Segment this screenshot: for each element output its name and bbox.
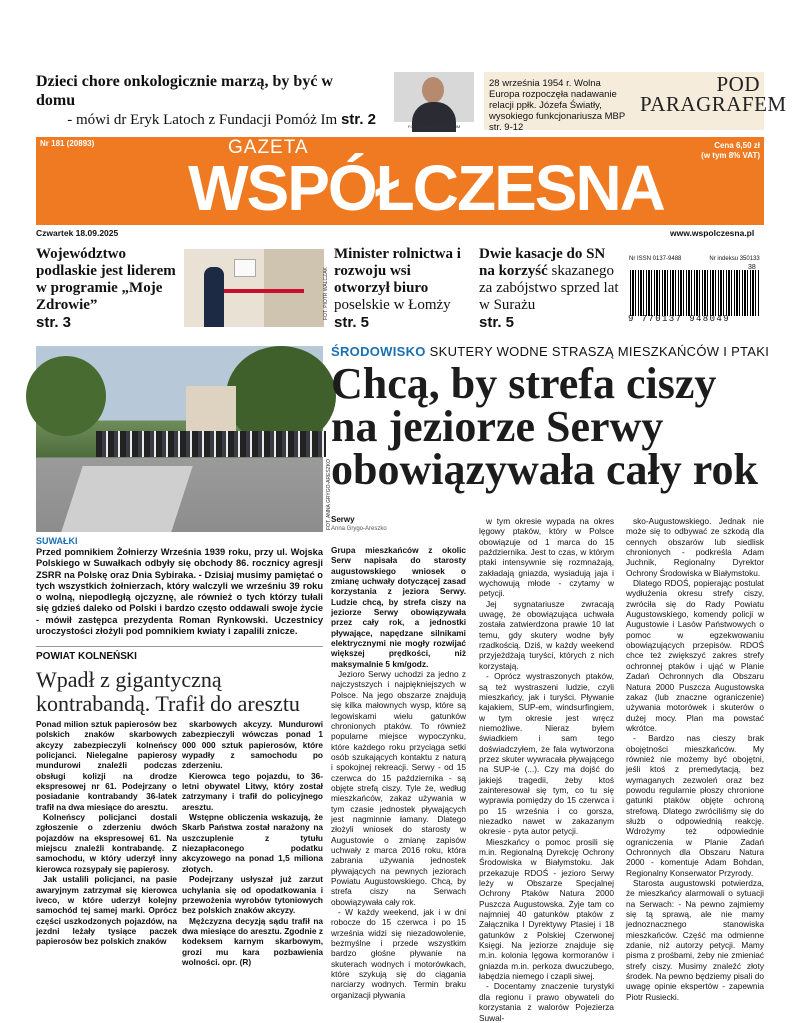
top-teaser-sub: - mówi dr Eryk Latoch z Fundacji Pomóż Im str. 2	[67, 111, 376, 128]
top-teaser-page: str. 2	[340, 111, 376, 128]
teaser-kasacje[interactable]: Dwie kasacje do SN na korzyść skazanego za zabójstwo sprzed lat w Surażu str. 5	[479, 246, 619, 331]
teaser-moje-zdrowie[interactable]: Województwo podlaskie jest liderem w programie „Moje Zdrowie” str. 3	[36, 246, 176, 331]
pod-paragrafem-pages: str. 9-12	[489, 122, 524, 133]
barcode-labels: Nr ISSN 0137-9488 Nr indeksu 350133	[629, 256, 760, 262]
lead-column-1: Grupa mieszkańców z okolic Serw napisała do starosty augustowskiego wniosek o zmianę uchwały dotyczącej zasad korzystania z jeziora Serwy. Ludzie chcą, by strefa ciszy na jeziorze Serwy obowiązywała przez cały rok, a jednostki pływające, napędzane silnikami elektrycznymi nie mogły rozwijać większej prędkości, niż maksymalnie 5 km/godz. Jezioro Serwy uchodzi za jedno z najczystszych i najpiękniejszych w Polsce. Na jego obszarze znajdują się kilka małownych wysp, które są legowiskami wielu gatunków chronionych ptaków. To również popularne miejsce wypoczynku, które każdego roku przyciąga setki osób szukających kontaktu z naturą i spokojnej rekreacji. Serwy - od 15 czerwca do 15 października - są objęte strefą ciszy. Tyle że, według mieszkańców, zakaz używania w tym czasie jednostek pływających jest nagminnie łamany. Dlatego złożyli wniosek do starosty w Augustowie o zmianę zapisów uchwały z marca 2016 roku, która zabrania używania jednostek pływających na pewnych jeziorach Powiatu Augustowskiego. Chcą, by strefa ciszy na Serwach obowiązywała cały rok. - W każdy weekend, jak i w dni robocze do 15 czerwca i po 15 września widzi się niezadowolenie, bezmyślne i przede wszystkim bardzo głośne pływanie na skuterach wodnych i motorówkach, które szykują się do ciągania narciarzy wodnych. Termin braku organizacji pływania	[331, 545, 466, 1000]
masthead-title: WSPÓŁCZESNA	[188, 152, 664, 224]
lead-kicker: ŚRODOWISKO SKUTERY WODNE STRASZĄ MIESZKAŃCÓW I PTAKI	[331, 344, 770, 359]
suwalki-caption: Przed pomnikiem Żołnierzy Września 1939 roku, przy ul. Wojska Polskiego w Suwałkach odbyły się obchody 86. rocznicy agresji ZSRR na Polskę oraz Dnia Sybiraka. - Dzisiaj musimy pamiętać o tych wszystkich żołnierzach, który walczyli we wrześniu 39 roku o wolną, niepodległą ojczyznę, ale również o tych którzy tułali się gdzieś daleko od Polski i bardzo często oddawali swoje życie - mówił zastępca prezydenta Roman Rynkowski. Uczestnicy uroczystości złożyli pod pomnikiem kwiaty i zapalili znicze.	[36, 547, 323, 637]
office-photo-credit: FOT. PIOTR WALCZAK	[323, 267, 329, 320]
masthead	[36, 137, 764, 225]
kolno-column-1: Ponad milion sztuk papierosów bez polskich znaków skarbowych akcyzy zabezpieczyli kolneńscy policjanci. Nielegalne papierosy mundurowi znaleźli podczas obsługi kolizji na drodze ekspresowej nr 61. Podejrzany o posiadanie kontrabandy 36-latek trafił na dwa miesiące do aresztu. Kolneńscy policjanci dostali zgłoszenie o zderzeniu dwóch pojazdów na ekspresowej 61. Na miejscu znaleźli kontrabandę. Z samochodu, w który uderzył inny kierowca rozsypały się papierosy. Jak ustalili policjanci, na pasie awaryjnym zatrzymał się kierowca iveco, w które uderzył kolejny samochód tej samej marki. Oprócz części uszkodzonych pojazdów, na jezdni leżały tysiące paczek papierosów bez polskich znaków	[36, 719, 177, 947]
lead-byline: Serwy	[331, 515, 355, 524]
website-link[interactable]: www.wspolczesna.pl	[670, 228, 755, 238]
top-teaser[interactable]	[36, 72, 376, 130]
lead-author: Anna Grygo-Areszko	[331, 526, 387, 532]
pod-paragrafem-title: POD PARAGRAFEM	[640, 72, 787, 116]
teaser-minister[interactable]: Minister rolnictwa i rozwoju wsi otworzył biuro poselskie w Łomży str. 5	[334, 246, 461, 331]
suwalki-label: SUWAŁKI	[36, 536, 78, 546]
top-teaser-headline: Dzieci chore onkologicznie marzą, by być w domu	[36, 73, 333, 109]
issue-number: Nr 181 (20893)	[40, 139, 95, 148]
barcode-number: 9 770137 948049	[628, 314, 731, 324]
kolno-column-2: skarbowych akcyzy. Mundurowi zabezpieczyli wówczas ponad 1 000 000 sztuk papierosów, które wypadły z samochodu po zderzeniu. Kierowca tego pojazdu, to 36-letni obywatel Litwy, który został zatrzymany i trafił do policyjnego aresztu. Wstępne obliczenia wskazują, że Skarb Państwa został narażony na uszczuplenie z tytułu niezapłaconego podatku akcyzowego na ponad 1,5 miliona złotych. Podejrzany usłyszał już zarzut uchylania się od opodatkowania i przewożenia wyrobów tytoniowych bez polskich znaków akcyzy. Mężczyzna decyzją sądu trafił na dwa miesiące do aresztu. Zgodnie z kodeksem karnym skarbowym, grozi mu kara pozbawienia wolności. opr. (R)	[182, 719, 323, 967]
office-photo	[184, 249, 324, 327]
pod-paragrafem-text: 28 września 1954 r. Wolna Europa rozpoczęła nadawanie relacji ppłk. Józefa Światły, wysokiego funkcjonariusza MBP str. 9-12	[489, 78, 626, 133]
ceremony-photo-credit: FOT. ANNA GRYGO-ARESZKO	[326, 458, 332, 530]
portrait-photo-credit: FOT. FUNDACJA POMÓŻ IM	[408, 124, 461, 129]
section-divider	[36, 646, 323, 647]
kolno-headline[interactable]: Wpadł z gigantyczną kontrabandą. Trafił do aresztu	[36, 667, 300, 716]
lead-column-2: w tym okresie wypada na okres lęgowy ptaków, który w Polsce obowiązuje od 1 marca do 15 października. Jest to czas, w którym ptaki intensywnie się rozmnażają, zakładają gniazda, wysiadują jaja i wychowują młode - czytamy w petycji. Jej sygnatariusze zwracają uwagę, że obowiązująca uchwała została zatwierdzona prawie 10 lat temu, gdy skutery wodne były rzadkością. Dziś, w każdy weekend przyjeżdżają turyści, których z nich korzystają. - Oprócz wystraszonych ptaków, są też wystraszeni ludzie, czyli mieszkańcy, jak i turyści. Pływanie kajakiem, SUP-em, windsurfingiem, w tym okresie jest wręcz niemożliwe. Nieraz byłem świadkiem i sam tego doświadczyłem, że fala wytworzona przez skuter wywracała pływającego na SUP-ie (...). Czy ma dojść do jakiejś tragedii, żeby ktoś zainteresował się tym, co tu się wyprawia pomiędzy do 15 czerwca i po 15 września i co gorsza, niezadko nawet w zakazanym okresie - pyta autor petycji. Mieszkańcy o pomoc prosili się m.in. Regionalną Dyrekcję Ochrony Środowiska w Białymstoku. Jak przekazuje RDOŚ - jezioro Serwy leży w Obszarze Specjalnej Ochrony Ptaków Natura 2000 Puszcza Augustowska. Żyje tam co najmniej 40 gatunków ptaków z Załącznika I Dyrektywy Ptasiej i 18 gatunków z Polskiej Czerwonej Księgi. Na jeziorze znajduje się m.in. kolonia lęgowa kormoranów i gniazda m.in. perkoza dwuczubego, łabędzia niemego i czapli siwej. - Docentamy znaczenie turystyki dla regionu i prawo obywateli do korzystania z walorów Pojezierza Suwal-	[479, 516, 614, 1023]
lead-headline[interactable]: Chcą, by strefa ciszy na jeziorze Serwy obowiązywała cały rok	[331, 359, 758, 494]
masthead-gazeta: GAZETA	[228, 137, 309, 158]
portrait-photo	[394, 72, 474, 122]
lead-column-3: sko-Augustowskiego. Jednak nie może się to odbywać ze szkodą dla cennych obszarów lub siedlisk chronionych - podkreśla Adam Juchnik, Regionalny Dyrektor Ochrony Środowiska w Białymstoku. Dlatego RDOŚ, popierając postulat wydłużenia okresu strefy ciszy, zwróciła się do Rady Powiatu Augustowskiego, komendy policji w Augustowie i Lasów Państwowych o pomoc w egzekwowaniu obowiązujących przepisów. RDOŚ chce też zwiększyć zakres strefy ochronnej ptaków i ująć w Planie Zadań Ochronnych dla Obszaru Natura 2000 Puszcza Augustowska zakaz (lub znaczne ograniczenie) używania motorówek i skuterów o dużej mocy. Plan ma powstać wkrótce. - Bardzo nas cieszy brak obojętności mieszkańców. My również nie możemy być obojętni, jeśli ktoś z premedytacją, bez wymaganych zezwoleń oraz bez powodu regularnie płoszy chronione gatunki ptaków objęte ochroną strefową. Dlatego zwróciliśmy się do służb o odpowiednią reakcję. Wdrożymy też odpowiednie ograniczenia w Planie Zadań Ochronnych dla Obszaru Natura 2000 - komentuje Adam Bohdan, Regionalny Konserwator Przyrody. Starosta augustowski potwierdza, że mieszkańcy alarmowali o sytuacji na Serwach: - Na pewno zajmiemy się tą sprawą, ale nie mamy jednoznacznego stanowiska mieszkańców. Część ma odmienne zdanie, niż autorzy petycji. Mamy pisma z prośbami, żeby nie zmieniać strefy ciszy. Musimy znaleźć złoty środek. Na pewno będziemy pisali do uwagę opinie ekspertów - zapewnia Piotr Rusiecki.	[626, 516, 764, 1002]
kolno-section-label: POWIAT KOLNEŃSKI	[36, 651, 137, 662]
ceremony-photo	[36, 346, 323, 532]
dateline: Czwartek 18.09.2025	[36, 228, 119, 238]
barcode-edition: 38	[748, 264, 756, 271]
barcode	[630, 270, 760, 316]
price: Cena 6,50 zł (w tym 8% VAT)	[701, 141, 760, 160]
